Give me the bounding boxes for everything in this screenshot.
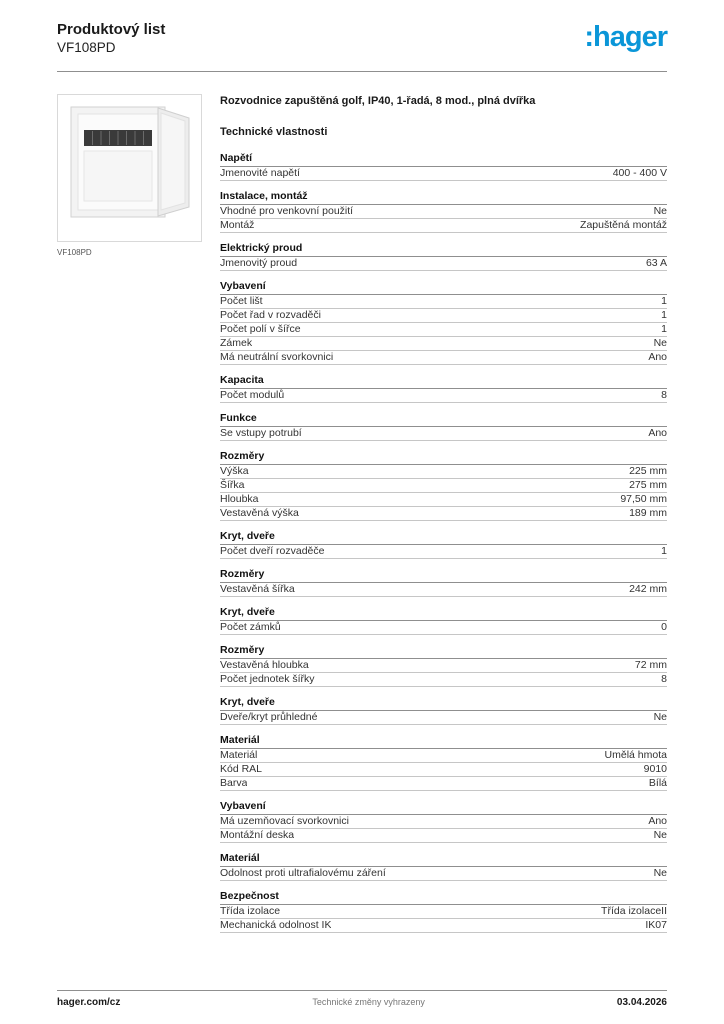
spec-label: Barva — [220, 777, 248, 789]
spec-row — [220, 351, 667, 365]
spec-label: Má uzemňovací svorkovnici — [220, 815, 349, 827]
spec-row — [220, 323, 667, 337]
spec-section — [220, 280, 667, 365]
spec-row — [220, 545, 667, 559]
product-description: Rozvodnice zapuštěná golf, IP40, 1-řadá, 8 mod., plná dvířka — [220, 95, 536, 107]
spec-row — [220, 427, 667, 441]
footer-website-link[interactable]: hager.com/cz — [57, 997, 121, 1008]
spec-row — [220, 507, 667, 521]
spec-section — [220, 568, 667, 597]
spec-value: 400 - 400 V — [612, 167, 667, 179]
spec-label: Počet dveří rozvaděče — [220, 545, 325, 557]
section-title: Rozměry — [220, 644, 667, 659]
spec-value: Ne — [653, 867, 667, 879]
spec-label: Počet polí v šířce — [220, 323, 301, 335]
spec-value: 1 — [661, 295, 667, 307]
spec-sections — [220, 152, 667, 933]
spec-row — [220, 673, 667, 687]
spec-label: Se vstupy potrubí — [220, 427, 302, 439]
spec-value: 1 — [661, 545, 667, 557]
section-title: Napětí — [220, 152, 667, 167]
spec-label: Počet řad v rozvaděči — [220, 309, 321, 321]
spec-section — [220, 152, 667, 181]
section-title: Materiál — [220, 734, 667, 749]
spec-label: Hloubka — [220, 493, 259, 505]
spec-row — [220, 337, 667, 351]
spec-label: Vhodné pro venkovní použití — [220, 205, 354, 217]
footer-date: 03.04.2026 — [616, 997, 667, 1008]
spec-label: Šířka — [220, 479, 245, 491]
spec-value: IK07 — [645, 919, 667, 931]
spec-value: 275 mm — [629, 479, 667, 491]
section-title: Instalace, montáž — [220, 190, 667, 205]
section-title: Vybavení — [220, 800, 667, 815]
spec-label: Vestavěná výška — [220, 507, 299, 519]
page-footer — [57, 990, 667, 1008]
spec-label: Odolnost proti ultrafialovému záření — [220, 867, 386, 879]
footer-row — [57, 997, 667, 1008]
spec-value: Ano — [648, 427, 667, 439]
spec-row — [220, 493, 667, 507]
spec-value: 9010 — [643, 763, 667, 775]
spec-section — [220, 190, 667, 233]
spec-label: Dveře/kryt průhledné — [220, 711, 318, 723]
spec-value: Ano — [648, 351, 667, 363]
product-image — [57, 94, 202, 242]
section-title: Elektrický proud — [220, 242, 667, 257]
enclosure-illustration — [58, 95, 202, 242]
spec-row — [220, 621, 667, 635]
spec-label: Výška — [220, 465, 249, 477]
header-divider — [57, 71, 667, 72]
spec-label: Jmenovitý proud — [220, 257, 298, 269]
spec-section — [220, 734, 667, 791]
spec-section — [220, 412, 667, 441]
spec-row — [220, 867, 667, 881]
spec-section — [220, 450, 667, 521]
spec-value: 63 A — [645, 257, 667, 269]
spec-label: Materiál — [220, 749, 258, 761]
spec-row — [220, 295, 667, 309]
spec-label: Kód RAL — [220, 763, 263, 775]
spec-label: Počet zámků — [220, 621, 281, 633]
spec-row — [220, 777, 667, 791]
spec-label: Počet lišt — [220, 295, 263, 307]
spec-section — [220, 644, 667, 687]
spec-label: Počet modulů — [220, 389, 285, 401]
product-code: VF108PD — [57, 40, 116, 55]
footer-divider — [57, 990, 667, 991]
section-title: Kryt, dveře — [220, 530, 667, 545]
spec-value: Bílá — [648, 777, 667, 789]
spec-row — [220, 389, 667, 403]
spec-label: Montáž — [220, 219, 255, 231]
page-title: Produktový list — [57, 21, 166, 38]
spec-label: Vestavěná hloubka — [220, 659, 309, 671]
spec-value: 1 — [661, 323, 667, 335]
spec-value: 242 mm — [629, 583, 667, 595]
section-title: Rozměry — [220, 450, 667, 465]
spec-row — [220, 583, 667, 597]
spec-value: 97,50 mm — [620, 493, 667, 505]
spec-row — [220, 749, 667, 763]
spec-section — [220, 242, 667, 271]
right-column — [220, 94, 667, 942]
footer-disclaimer: Technické změny vyhrazeny — [312, 997, 425, 1007]
section-title: Kryt, dveře — [220, 696, 667, 711]
spec-row — [220, 905, 667, 919]
spec-value: 72 mm — [634, 659, 667, 671]
spec-row — [220, 465, 667, 479]
section-title: Funkce — [220, 412, 667, 427]
spec-row — [220, 167, 667, 181]
spec-label: Má neutrální svorkovnici — [220, 351, 334, 363]
spec-row — [220, 205, 667, 219]
section-title: Kapacita — [220, 374, 667, 389]
spec-value: Ne — [653, 829, 667, 841]
spec-value: Třída izolaceII — [601, 905, 667, 917]
spec-value: 0 — [661, 621, 667, 633]
spec-section — [220, 530, 667, 559]
spec-label: Jmenovité napětí — [220, 167, 300, 179]
spec-row — [220, 219, 667, 233]
spec-value: 8 — [661, 389, 667, 401]
header-titles — [57, 20, 165, 57]
spec-label: Mechanická odolnost IK — [220, 919, 332, 931]
section-title: Bezpečnost — [220, 890, 667, 905]
spec-label: Montážní deska — [220, 829, 295, 841]
spec-row — [220, 815, 667, 829]
tech-properties-title: Technické vlastnosti — [220, 126, 328, 138]
product-image-caption: VF108PD — [57, 248, 92, 257]
spec-section — [220, 606, 667, 635]
spec-section — [220, 890, 667, 933]
spec-label: Třída izolace — [220, 905, 281, 917]
spec-row — [220, 763, 667, 777]
spec-value: Zapuštěná montáž — [580, 219, 667, 231]
spec-value: 189 mm — [629, 507, 667, 519]
spec-section — [220, 852, 667, 881]
hager-logo: :hager — [584, 21, 667, 53]
spec-label: Počet jednotek šířky — [220, 673, 315, 685]
spec-row — [220, 257, 667, 271]
spec-value: Umělá hmota — [604, 749, 667, 761]
content — [57, 94, 667, 942]
spec-row — [220, 711, 667, 725]
spec-row — [220, 479, 667, 493]
spec-section — [220, 800, 667, 843]
spec-value: 225 mm — [629, 465, 667, 477]
spec-value: Ano — [648, 815, 667, 827]
section-title: Materiál — [220, 852, 667, 867]
page-header — [57, 20, 667, 57]
spec-row — [220, 309, 667, 323]
spec-value: Ne — [653, 205, 667, 217]
spec-row — [220, 829, 667, 843]
spec-value: Ne — [653, 711, 667, 723]
section-title: Vybavení — [220, 280, 667, 295]
spec-section — [220, 696, 667, 725]
section-title: Kryt, dveře — [220, 606, 667, 621]
spec-section — [220, 374, 667, 403]
spec-value: 1 — [661, 309, 667, 321]
spec-row — [220, 919, 667, 933]
section-title: Rozměry — [220, 568, 667, 583]
spec-value: Ne — [653, 337, 667, 349]
spec-label: Zámek — [220, 337, 253, 349]
spec-value: 8 — [661, 673, 667, 685]
spec-row — [220, 659, 667, 673]
spec-label: Vestavěná šířka — [220, 583, 295, 595]
left-column — [57, 94, 202, 942]
